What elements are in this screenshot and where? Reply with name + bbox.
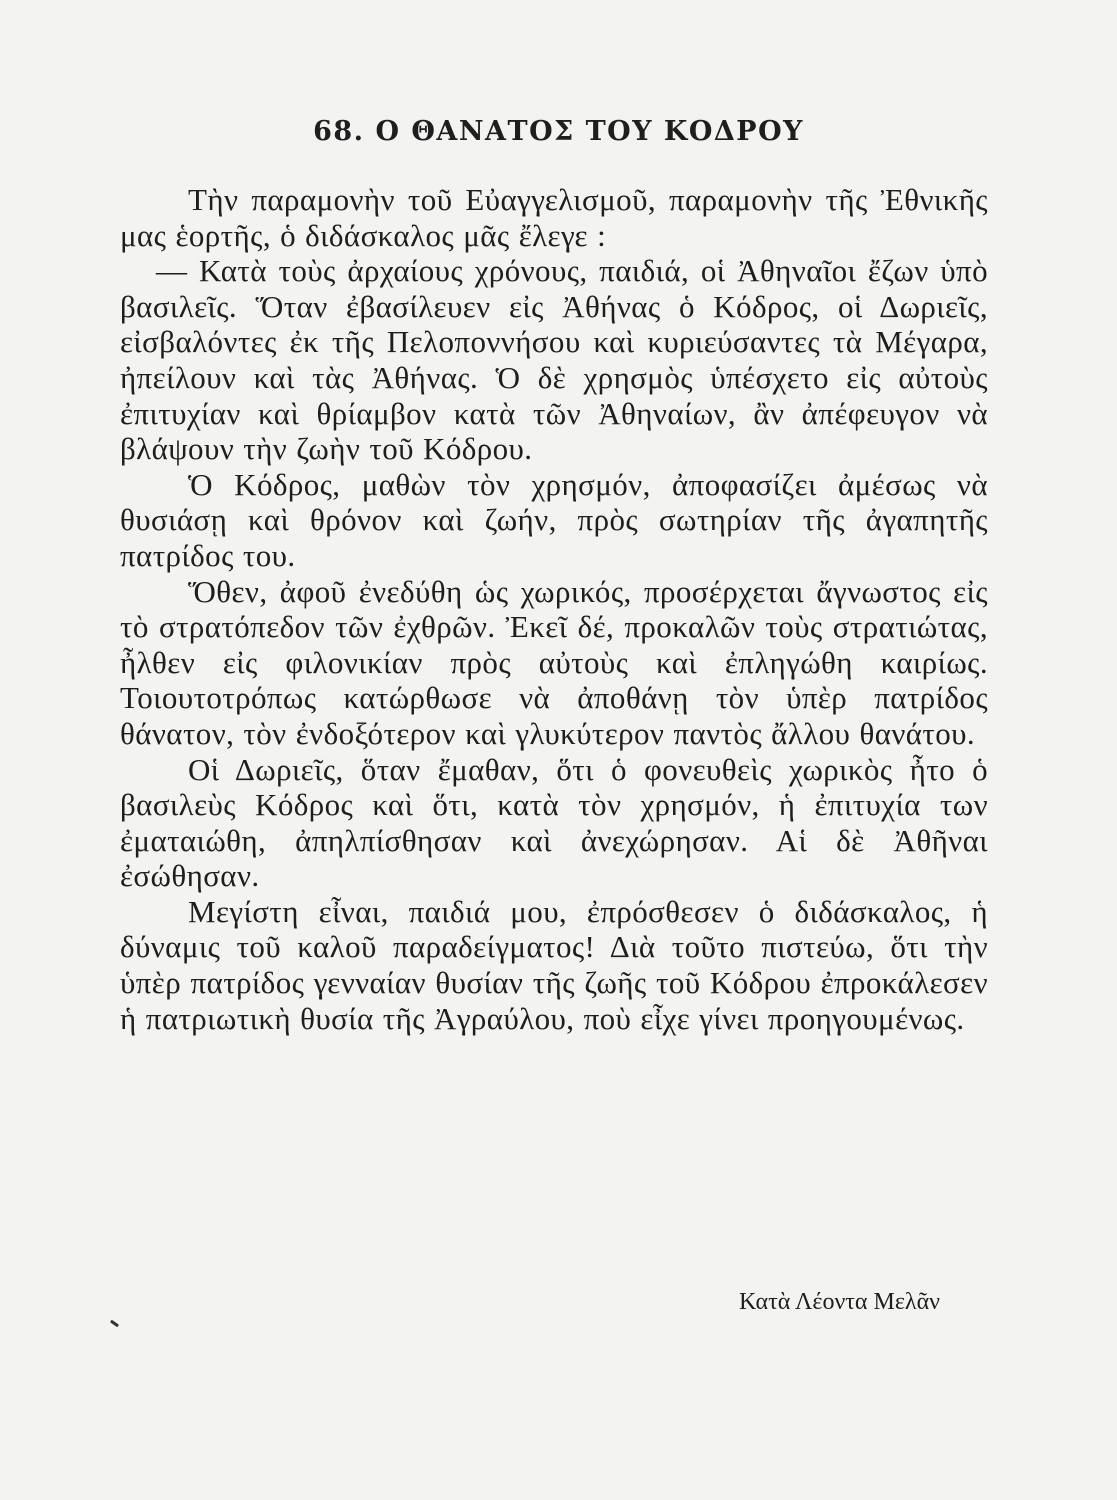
story-text [120,182,988,1036]
paragraph-outcome: Οἱ Δωριεῖς, ὅταν ἔμαθαν, ὅτι ὁ φονευθεὶς χωρικὸς ἦτο ὁ βασιλεὺς Κόδρος καὶ ὅτι, κατὰ τὸν χρησμόν, ἡ ἐπιτυχία των ἐματαιώθη, ἀπηλπίσθησαν καὶ ἀνεχώρησαν. Αἱ δὲ Ἀθῆναι ἐσώθησαν. [120,751,988,894]
paragraph-sacrifice: Ὅθεν, ἀφοῦ ἐνεδύθη ὡς χωρικός, προσέρχεται ἄγνωστος εἰς τὸ στρατόπεδον τῶν ἐχθρῶν. Ἐκεῖ δέ, προκαλῶν τοὺς στρατιώτας, ἦλθεν εἰς φιλονικίαν πρὸς αὐτοὺς καὶ ἐπληγώθη καιρίως. Τοιουτοτρόπως κατώρθωσε νὰ ἀποθάνῃ τὸν ὑπὲρ πατρίδος θάνατον, τὸν ἐνδοξότερον καὶ γλυκύτερον παντὸς ἄλλου θανάτου. [120,573,988,751]
paragraph-lesson: Μεγίστη εἶναι, παιδιά μου, ἐπρόσθεσεν ὁ διδάσκαλος, ἡ δύναμις τοῦ καλοῦ παραδείγματος! Διὰ τοῦτο πιστεύω, ὅτι τὴν ὑπὲρ πατρίδος γενναίαν θυσίαν τῆς ζωῆς τοῦ Κόδρου ἐπροκάλεσεν ἡ πατριωτικὴ θυσία τῆς Ἀγραύλου, ποὺ εἶχε γίνει προηγουμένως. [120,893,988,1036]
ink-mark [110,1320,119,1328]
paragraph-intro: Τὴν παραμονὴν τοῦ Εὐαγγελισμοῦ, παραμονὴν τῆς Ἐθνικῆς μας ἑορτῆς, ὁ διδάσκαλος μᾶς ἔλεγε : [120,182,988,253]
author-attribution: Κατὰ Λέοντα Μελᾶν [739,1289,940,1315]
paragraph-decision: Ὁ Κόδρος, μαθὼν τὸν χρησμόν, ἀποφασίζει ἀμέσως νὰ θυσιάσῃ καὶ θρόνον καὶ ζωήν, πρὸς σωτηρίαν τῆς ἀγαπητῆς πατρίδος του. [120,466,988,573]
paragraph-history: — Κατὰ τοὺς ἀρχαίους χρόνους, παιδιά, οἱ Ἀθηναῖοι ἔζων ὑπὸ βασιλεῖς. Ὅταν ἐβασίλευεν εἰς Ἀθήνας ὁ Κόδρος, οἱ Δωριεῖς, εἰσβαλόντες ἐκ τῆς Πελοποννήσου καὶ κυριεύσαντες τὰ Μέγαρα, ἠπείλουν καὶ τὰς Ἀθήνας. Ὁ δὲ χρησμὸς ὑπέσχετο εἰς αὐτοὺς ἐπιτυχίαν καὶ θρίαμβον κατὰ τῶν Ἀθηναίων, ἂν ἀπέφευγον νὰ βλάψουν τὴν ζωὴν τοῦ Κόδρου. [120,253,988,467]
page-title: 68. Ο ΘΑΝΑΤΟΣ ΤΟΥ ΚΟΔΡΟΥ [313,116,804,147]
